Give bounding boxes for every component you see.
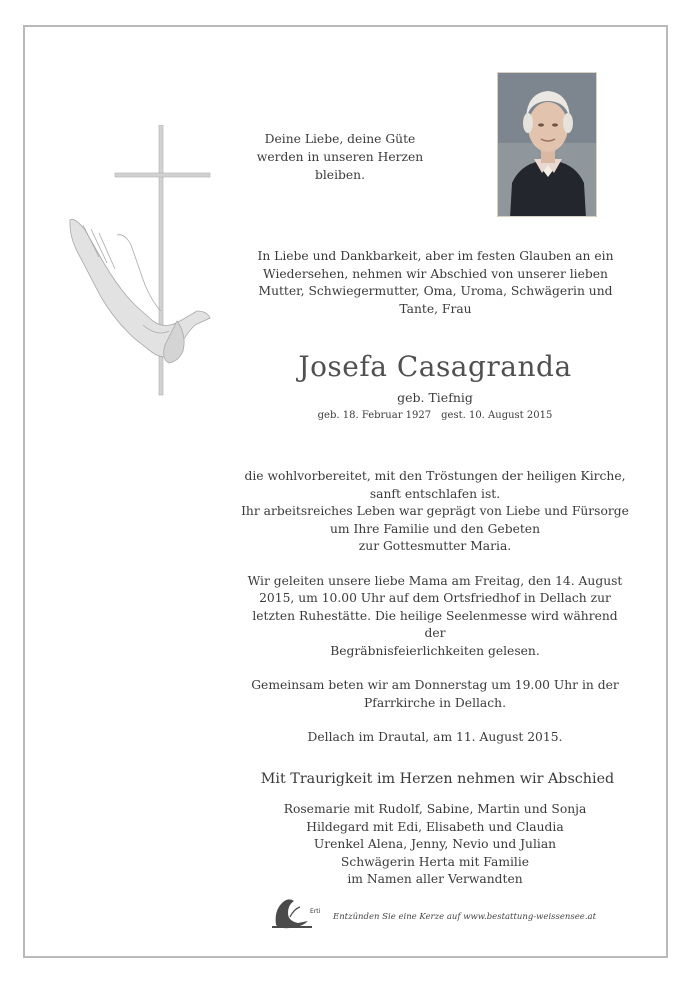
family-line: Hildegard mit Edi, Elisabeth und Claudia xyxy=(306,819,564,834)
footer xyxy=(268,895,628,931)
quote-line: werden in unseren Herzen bleiben. xyxy=(256,150,424,182)
logo-text: Erti xyxy=(310,908,321,915)
intro-text xyxy=(248,248,623,318)
life-dates xyxy=(240,410,630,421)
body-line: Wir geleiten unsere liebe Mama am Freitag, den 14. August xyxy=(247,573,623,588)
intro-line: In Liebe und Dankbarkeit, aber im festen Glauben an ein xyxy=(257,249,614,263)
family-line: Schwägerin Herta mit Familie xyxy=(340,854,530,869)
family-list xyxy=(240,801,630,889)
body-line: zur Gottesmutter Maria. xyxy=(358,539,512,553)
body-line: Pfarrkirche in Dellach. xyxy=(364,695,506,710)
funeral-home-logo xyxy=(268,895,330,931)
body-line: 2015, um 10.00 Uhr auf dem Ortsfriedhof in Dellach zur xyxy=(259,591,611,605)
candle-link-text[interactable]: Entzünden Sie eine Kerze auf www.bestattung-weissensee.at xyxy=(333,912,597,922)
paragraph-funeral xyxy=(240,573,630,661)
body-line: die wohlvorbereitet, mit den Tröstungen der heiligen Kirche, xyxy=(244,469,626,483)
death-date: gest. 10. August 2015 xyxy=(441,410,553,421)
family-line: Urenkel Alena, Jenny, Nevio und Julian xyxy=(313,837,557,851)
family-line: Rosemarie mit Rudolf, Sabine, Martin und Sonja xyxy=(283,802,587,816)
body-line: Begräbnisfeierlichkeiten gelesen. xyxy=(330,643,540,658)
body-line: Ihr arbeitsreiches Leben war geprägt von Liebe und Fürsorge xyxy=(241,504,629,518)
body-line: um Ihre Familie und den Gebeten xyxy=(330,521,540,536)
praying-hands-icon xyxy=(70,219,210,363)
intro-line: Tante, Frau xyxy=(399,301,472,316)
deceased-name: Josefa Casagranda xyxy=(298,350,572,383)
body-line: Gemeinsam beten wir am Donnerstag um 19.00 Uhr in der xyxy=(251,678,619,692)
place-date: Dellach im Drautal, am 11. August 2015. xyxy=(307,730,563,744)
portrait-photo xyxy=(497,72,597,217)
portrait-image xyxy=(498,73,597,217)
intro-line: Mutter, Schwiegermutter, Oma, Uroma, Schwägerin und xyxy=(258,284,613,298)
farewell-heading: Mit Traurigkeit im Herzen nehmen wir Abschied xyxy=(260,771,615,787)
cross-icon xyxy=(65,125,215,400)
family-line: im Namen aller Verwandten xyxy=(347,872,523,886)
birth-date: geb. 18. Februar 1927 xyxy=(317,410,432,421)
announcement-body xyxy=(240,468,630,764)
paragraph-prayer xyxy=(240,677,630,712)
maiden-name: geb. Tiefnig xyxy=(397,390,473,405)
intro-line: Wiedersehen, nehmen wir Abschied von unserer lieben xyxy=(263,266,608,281)
quote-line: Deine Liebe, deine Güte xyxy=(264,132,416,146)
cross-illustration xyxy=(65,125,215,400)
paragraph-passing xyxy=(240,468,630,556)
body-line: letzten Ruhestätte. Die heilige Seelenmesse wird während der xyxy=(252,608,618,640)
body-line: sanft entschlafen ist. xyxy=(369,486,501,501)
memorial-quote xyxy=(235,130,445,184)
